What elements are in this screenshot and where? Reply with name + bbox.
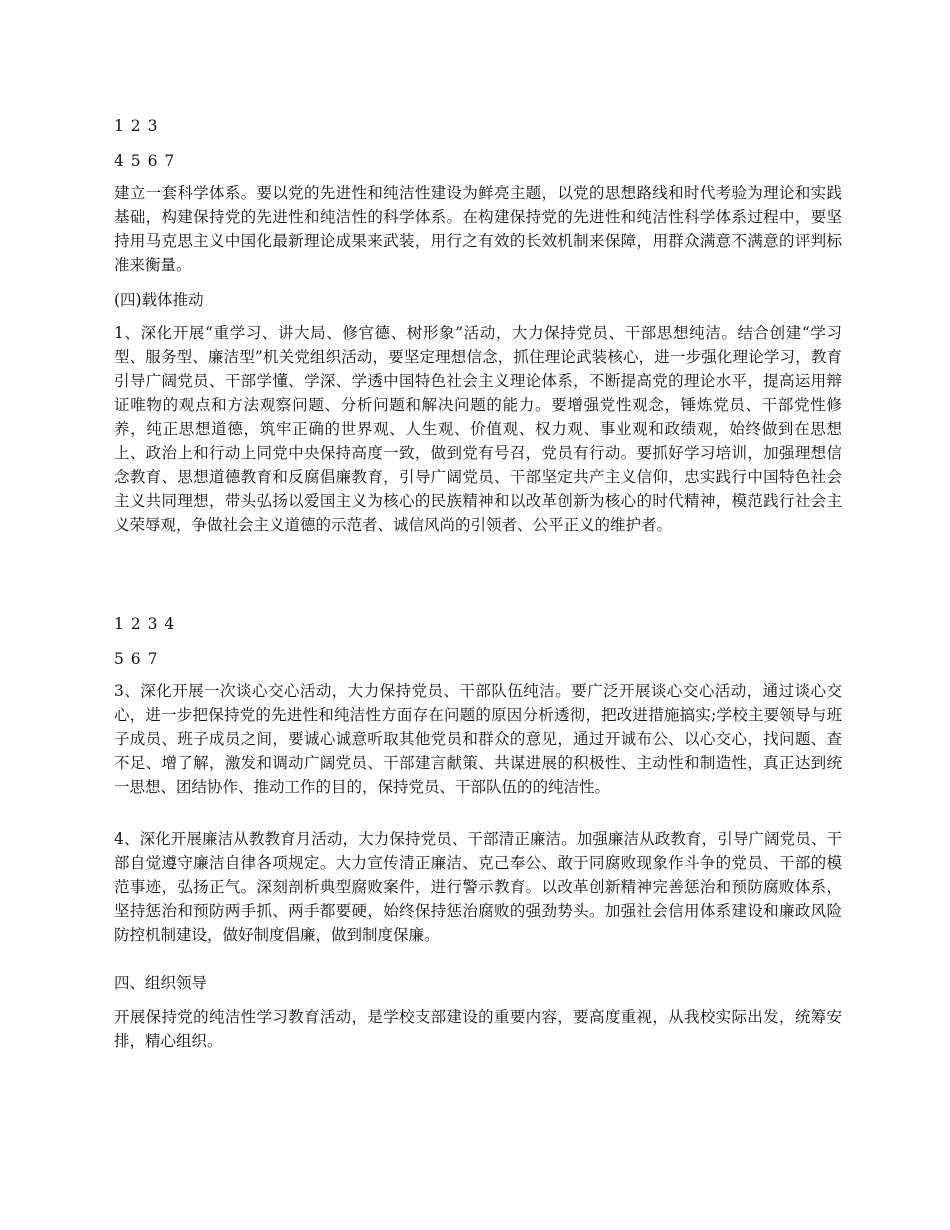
numbers-line-4: 5 6 7 [114, 650, 159, 668]
section-heading-carrier: (四)载体推动 [114, 291, 204, 309]
paragraph-item-4: 4、深化开展廉洁从教教育月活动，大力保持党员、干部清正廉洁。加强廉洁从政教育，引导广阔党员、干部自觉遵守廉洁自律各项规定。大力宣传清正廉洁、克己奉公、敢于同腐败现象作斗争的党员、干部的模范事迹，弘扬正气。深刻剖析典型腐败案件，进行警示教育。以改革创新精神完善惩治和预防腐败体系，坚持惩治和预防两手抓、两手都要硬，始终保持惩治腐败的强劲势头。加强社会信用体系建设和廉政风险防控机制建设，做好制度倡廉，做到制度保廉。 [114, 830, 842, 944]
numbers-line-3: 1 2 3 4 [114, 615, 176, 633]
paragraph-item-1: 1、深化开展“重学习、讲大局、修官德、树形象”活动，大力保持党员、干部思想纯洁。结合创建“学习型、服务型、廉洁型”机关党组织活动，要坚定理想信念，抓住理论武装核心，进一步强化理论学习，教育引导广阔党员、干部学懂、学深、学透中国特色社会主义理论体系，不断提高党的理论水平，提高运用辩证唯物的观点和方法观察问题、分析问题和解决问题的能力。要增强党性观念，锤炼党员、干部党性修养，纯正思想道德，筑牢正确的世界观、人生观、价值观、权力观、事业观和政绩观，始终做到在思想上、政治上和行动上同党中央保持高度一致，做到党有号召，党员有行动。要抓好学习培训，加强理想信念教育、思想道德教育和反腐倡廉教育，引导广阔党员、干部坚定共产主义信仰，忠实践行中国特色社会主义共同理想，带头弘扬以爱国主义为核心的民族精神和以改革创新为核心的时代精神，模范践行社会主义荣辱观，争做社会主义道德的示范者、诚信风尚的引领者、公平正义的维护者。 [114, 324, 842, 534]
section-heading-leadership: 四、组织领导 [114, 974, 208, 992]
paragraph-closing: 开展保持党的纯洁性学习教育活动，是学校支部建设的重要内容，要高度重视，从我校实际出发，统筹安排，精心组织。 [114, 1008, 842, 1050]
paragraph-item-3: 3、深化开展一次谈心交心活动，大力保持党员、干部队伍纯洁。要广泛开展谈心交心活动，通过谈心交心，进一步把保持党的先进性和纯洁性方面存在问题的原因分析透彻，把改进措施搞实;学校主要领导与班子成员、班子成员之间，要诚心诚意听取其他党员和群众的意见，通过开诚布公、以心交心，找问题、查不足、增了解，激发和调动广阔党员、干部建言献策、共谋进展的积极性、主动性和制造性，真正达到统一思想、团结协作、推动工作的目的，保持党员、干部队伍的的纯洁性。 [114, 682, 842, 796]
paragraph-science-system: 建立一套科学体系。要以党的先进性和纯洁性建设为鲜亮主题，以党的思想路线和时代考验为理论和实践基础，构建保持党的先进性和纯洁性的科学体系。在构建保持党的先进性和纯洁性科学体系过程中，要坚持用马克思主义中国化最新理论成果来武装，用行之有效的长效机制来保障，用群众满意不满意的评判标准来衡量。 [114, 184, 842, 274]
numbers-line-1: 1 2 3 [114, 117, 159, 135]
numbers-line-2: 4 5 6 7 [114, 152, 176, 170]
